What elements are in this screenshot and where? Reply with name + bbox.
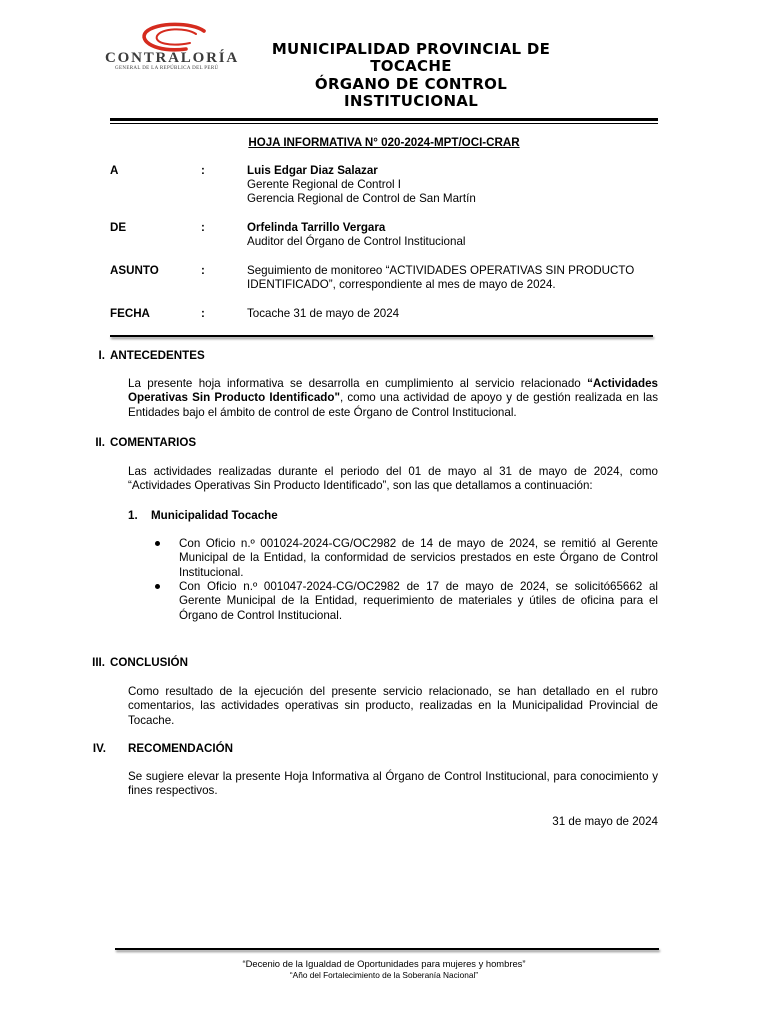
field-colon: : [201, 307, 205, 320]
antecedentes-paragraph [128, 377, 658, 420]
conclusion-paragraph: Como resultado de la ejecución del presente servicio relacionado, se han detallado en el rubro comentarios, las actividades operativas sin producto, realizadas en la Municipalidad Provincial de Tocache. [128, 685, 658, 727]
field-colon: : [201, 221, 205, 234]
footer-divider [115, 948, 659, 950]
section-number: II. [95, 436, 105, 449]
field-value-subject: Seguimiento de monitoreo “ACTIVIDADES OPERATIVAS SIN PRODUCTO IDENTIFICADO”, correspondiente al mes de mayo de 2024. [247, 264, 635, 291]
list-item-title: Municipalidad Tocache [151, 509, 278, 522]
header-title-line: INSTITUCIONAL [343, 92, 479, 111]
section-heading-conclusion: CONCLUSIÓN [110, 656, 188, 669]
comentarios-paragraph: Las actividades realizadas durante el periodo del 01 de mayo al 31 de mayo de 2024, como “Actividades Operativas Sin Producto Identificado”, son las que detallamos a continuación: [128, 465, 658, 493]
logo-subtitle: GENERAL DE LA REPÚBLICA DEL PERÚ [115, 66, 219, 71]
header-title-line: ÓRGANO DE CONTROL [314, 74, 508, 93]
document-title: HOJA INFORMATIVA N° 020-2024-MPT/OCI-CRAR [248, 136, 520, 149]
bullet-icon [155, 584, 160, 589]
fields-divider [110, 335, 653, 337]
paragraph-text: La presente hoja informativa se desarrolla en cumplimiento al servicio relacionado [128, 377, 588, 390]
list-item-number: 1. [128, 509, 138, 522]
field-label-to: A [110, 164, 119, 177]
header-title-line: TOCACHE [370, 57, 452, 76]
field-colon: : [201, 164, 205, 177]
field-label-date: FECHA [110, 307, 150, 320]
section-number: I. [98, 349, 105, 362]
section-heading-antecedentes: ANTECEDENTES [110, 349, 205, 362]
field-label-subject: ASUNTO [110, 264, 159, 277]
logo-name: CONTRALORÍA [105, 50, 239, 66]
contraloria-logo [100, 20, 250, 76]
section-number: IV. [92, 742, 106, 755]
footer-motto-decade: “Decenio de la Igualdad de Oportunidades para mujeres y hombres” [242, 958, 526, 969]
field-value-from [247, 221, 658, 249]
recipient-name: Luis Edgar Diaz Salazar [247, 164, 378, 177]
section-heading-recomendacion: RECOMENDACIÓN [128, 742, 233, 755]
paragraph-text: , como una actividad de apoyo y de gestión realizada en las Entidades bajo el ámbito de control de este Órgano de Control Institucional. [128, 391, 658, 419]
footer-motto-year: “Año del Fortalecimiento de la Soberanía Nacional” [289, 970, 479, 980]
header-divider [110, 118, 658, 124]
sender-position: Auditor del Órgano de Control Institucional [247, 235, 466, 248]
bullet-item: Con Oficio n.º 001047-2024-CG/OC2982 de 17 de mayo de 2024, se solicitó65662 al Gerente Municipal de la Entidad, requerimiento de materiales y útiles de oficina para el Órgano de Control Institucional. [179, 580, 658, 622]
bullet-item: Con Oficio n.º 001024-2024-CG/OC2982 de 14 de mayo de 2024, se remitió al Gerente Municipal de la Entidad, la conformidad de servicios prestados en este Órgano de Control Institucional. [179, 537, 658, 579]
sender-name: Orfelinda Tarrillo Vergara [247, 221, 386, 234]
field-value-date: Tocache 31 de mayo de 2024 [247, 307, 400, 320]
bullet-icon [155, 541, 160, 546]
paragraph-emphasis: “Actividades Operativas Sin Producto Identificado" [128, 377, 658, 405]
recomendacion-paragraph: Se sugiere elevar la presente Hoja Informativa al Órgano de Control Institucional, para conocimiento y fines respectivos. [128, 770, 658, 798]
header-title-line: MUNICIPALIDAD PROVINCIAL DE [271, 40, 551, 58]
field-colon: : [201, 264, 205, 277]
section-number: III. [92, 656, 105, 669]
recipient-office: Gerencia Regional de Control de San Martín [247, 192, 476, 205]
field-value-to [247, 164, 658, 206]
signature-date: 31 de mayo de 2024 [552, 815, 658, 828]
field-label-from: DE [110, 221, 127, 234]
header-title [258, 41, 564, 111]
section-heading-comentarios: COMENTARIOS [110, 436, 197, 449]
recipient-position: Gerente Regional de Control I [247, 178, 402, 191]
